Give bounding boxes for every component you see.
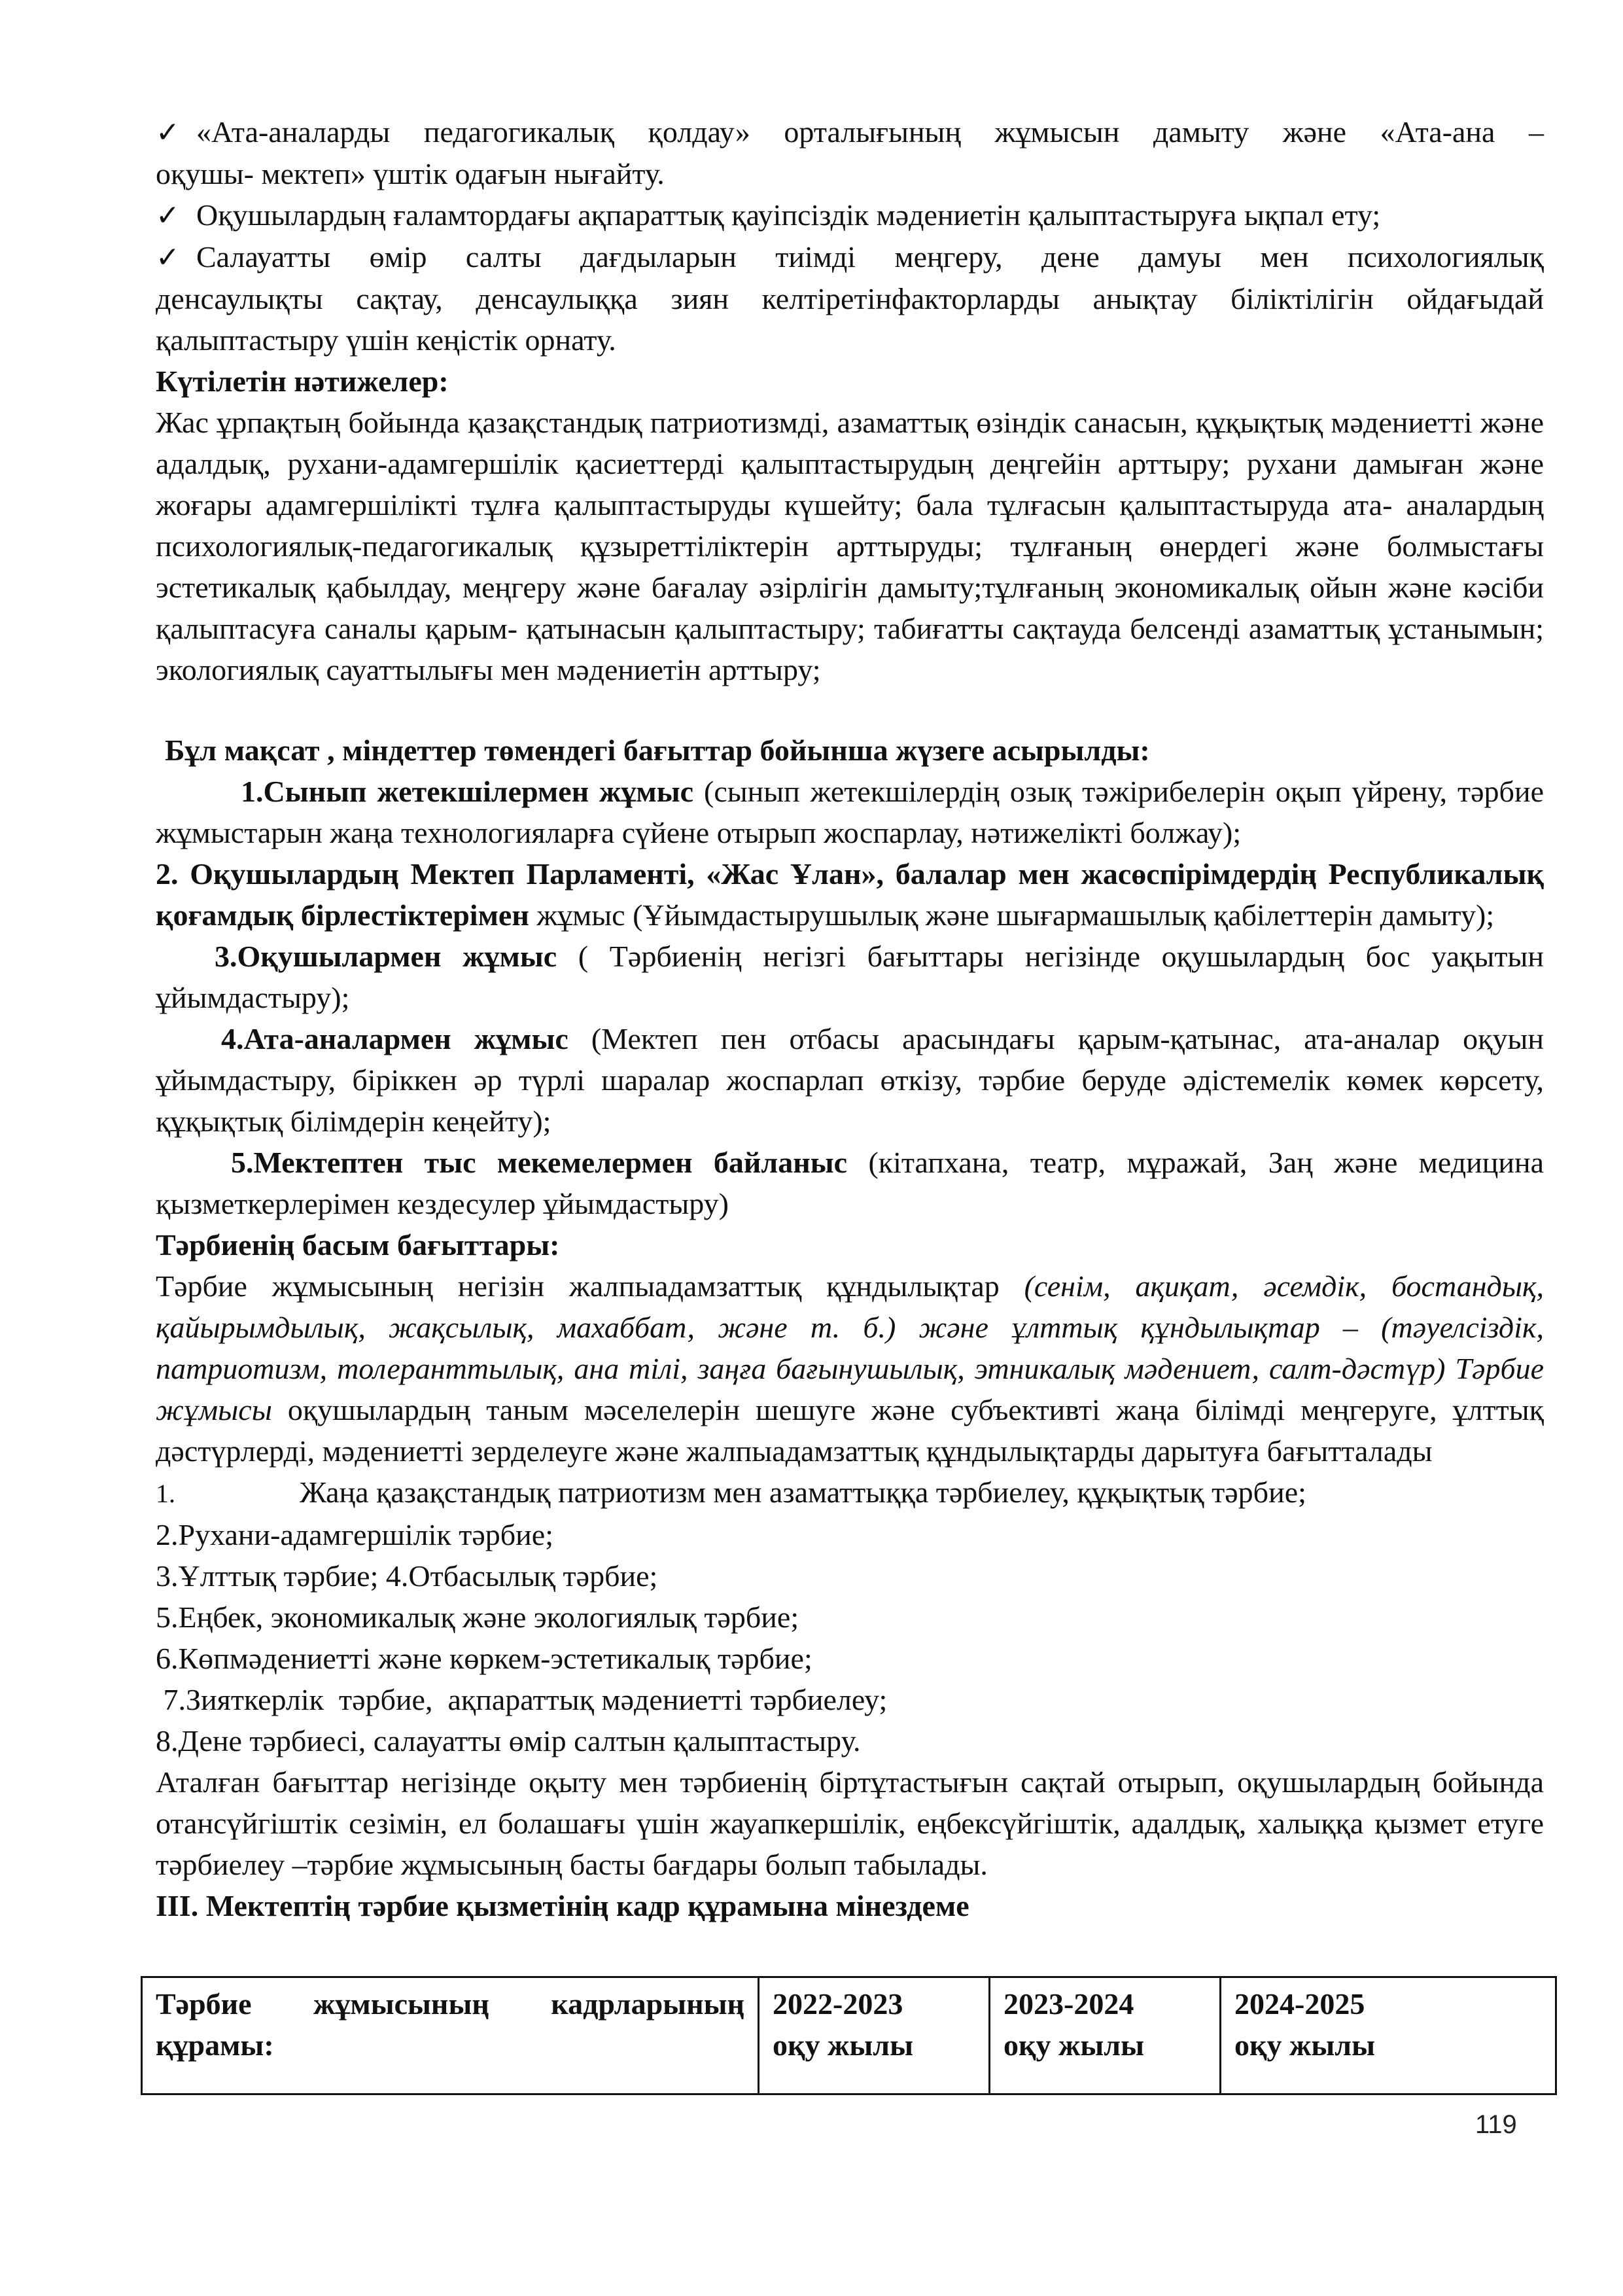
year-label: оқу жылы: [1003, 2028, 1144, 2062]
direction-text: ( Тәрбиенің негізгі бағыттары негізінде оқушылардың бос уақытын ұйымдастыру);: [156, 940, 1544, 1014]
year-range: 2024-2025: [1234, 1987, 1365, 2021]
direction-text: (кітапхана, театр, мұражай, Заң және медицина қызметкерлерімен кездесулер ұйымдастыру): [156, 1146, 1544, 1220]
priority-text: Жаңа қазақстандық патриотизм мен азаматтыққа тәрбиелеу, құқықтық тәрбие;: [300, 1475, 1306, 1509]
table-cell-year: [990, 1977, 1221, 2094]
priorities-intro-italic: (сенім, ақиқат, әсемдік, бостандық, қайырымдылық, жақсылық, махаббат, және т. б.) және ұлттық құндылықтар – (тәуелсіздік, патриотизм, толеранттылық, ана тілі, заңға бағынушылық, этникалық мәдениет, салт-дәстүр) Тәрбие жұмысы: [156, 1269, 1544, 1426]
table-row: [142, 1977, 1556, 2094]
staff-table: [141, 1976, 1557, 2095]
direction-title: 5.Мектептен тыс мекемелермен байланыс: [231, 1146, 848, 1179]
year-range: 2023-2024: [1003, 1987, 1134, 2021]
table-cell-year: [759, 1977, 990, 2094]
direction-item: [156, 771, 1544, 853]
section-heading: ІІІ. Мектептің тәрбие қызметінің кадр құрамына мінездеме: [156, 1889, 969, 1922]
priorities-heading: Тәрбиенің басым бағыттары:: [156, 1228, 560, 1262]
priority-list-item: 6.Көпмәдениетті және көркем-эстетикалық тәрбие;: [156, 1642, 812, 1675]
priority-list-item: 7.Зияткерлік тәрбие, ақпараттық мәдениетті тәрбиелеу;: [156, 1683, 888, 1716]
expected-results-heading: Күтілетін нәтижелер:: [156, 364, 449, 398]
priorities-intro: [156, 1265, 1544, 1472]
direction-text: (сынып жетекшілердің озық тәжірибелерін оқып үйрену, тәрбие жұмыстарын жаңа технологияларға сүйене отырып жоспарлау, нәтижелікті болжау);: [156, 775, 1544, 849]
goal-text: Оқушылардың ғаламтордағы ақпараттық қауіпсіздік мәдениетін қалыптастыруға ықпал ету;: [196, 198, 1381, 232]
year-label: оқу жылы: [773, 2028, 913, 2062]
priority-list-item: 2.Рухани-адамгершілік тәрбие;: [156, 1518, 553, 1551]
goal-text: «Ата-аналарды педагогикалық қолдау» орталығының жұмысын дамыту және «Ата-ана –: [196, 115, 1544, 149]
goal-item: [156, 236, 1544, 361]
year-label: оқу жылы: [1234, 2028, 1375, 2062]
direction-item: [156, 936, 1544, 1018]
direction-title: 2. Оқушылардың Мектеп Парламенті, «Жас Ұлан», балалар мен жасөспірімдердің Республикалық қоғамдық бірлестіктерімен: [156, 857, 1544, 932]
priority-number: 1.: [156, 1479, 175, 1508]
goal-text: Салауатты өмір салты дағдыларын тиімді меңгеру, дене дамуы мен психологиялық: [196, 240, 1544, 274]
table-cell-year: [1221, 1977, 1556, 2094]
priority-list-item: 5.Еңбек, экономикалық және экологиялық тәрбие;: [156, 1600, 799, 1634]
checkmark-icon: ✓: [156, 199, 180, 232]
goal-item: [156, 194, 1544, 236]
direction-title: 4.Ата-аналармен жұмыс: [221, 1022, 568, 1055]
priorities-intro-plain: Тәрбие жұмысының негізін жалпыадамзаттық құндылықтар: [156, 1269, 1024, 1303]
year-range: 2022-2023: [773, 1987, 903, 2021]
checkmark-icon: ✓: [156, 241, 180, 274]
expected-results-text: Жас ұрпақтың бойында қазақстандық патриотизмді, азаматтық өзіндік санасын, құқықтық мәдениетті және адалдық, рухани-адамгершілік қасиеттерді қалыптастырудың деңгейін арттыру; рухани дамыған және жоғары адамгершілікті тұлға қалыптастыруды күшейту; бала тұлғасын қалыптастыруда ата- аналардың психологиялық-педагогикалық құзыреттіліктерін арттыруды; тұлғаның өнердегі және болмыстағы эстетикалық қабылдау, меңгеру және бағалау әзірлігін дамыту;тұлғаның экономикалық ойын және кәсіби қалыптасуға саналы қарым- қатынасын қалыптастыру; табиғатты сақтауда белсенді азаматтық ұстанымын; экологиялық сауаттылығы мен мәдениетін арттыру;: [156, 406, 1544, 686]
priorities-closing: Аталған бағыттар негізінде оқыту мен тәрбиенің біртұтастығын сақтай отырып, оқушылардың бойында отансүйгіштік сезімін, ел болашағы үшін жауапкершілік, еңбексүйгіштік, адалдық, халыққа қызмет етуге тәрбиелеу –тәрбие жұмысының басты бағдары болып табылады.: [156, 1765, 1544, 1881]
goal-item: [156, 111, 1544, 194]
directions-heading: Бұл мақсат , міндеттер төмендегі бағыттар бойынша жүзеге асырылды:: [165, 733, 1150, 767]
direction-title: 3.Оқушылармен жұмыс: [215, 940, 557, 973]
priority-list-item: 8.Дене тәрбиесі, салауатты өмір салтын қалыптастыру.: [156, 1724, 861, 1757]
checkmark-icon: ✓: [156, 116, 180, 149]
direction-item: [156, 1142, 1544, 1224]
direction-text: жұмыс (Ұйымдастырушылық және шығармашылық қабілеттерін дамыту);: [529, 898, 1495, 932]
priority-list-item: 3.Ұлттық тәрбие; 4.Отбасылық тәрбие;: [156, 1559, 658, 1593]
page-number: 119: [1475, 2110, 1517, 2139]
direction-item: [156, 853, 1544, 936]
goal-text-continued: оқушы- мектеп» үштік одағын нығайту.: [156, 157, 665, 190]
priorities-intro-rest: оқушылардың таным мәселелерін шешуге және субъективті жаңа білімді меңгеруге, ұлттық дәстүрлерді, мәдениетті зерделеуге және жалпыадамзаттық құндылықтарды дарытуға бағытталады: [156, 1393, 1544, 1468]
direction-text: (Мектеп пен отбасы арасындағы қарым-қатынас, ата-аналар оқуын ұйымдастыру, біріккен әр түрлі шаралар жоспарлап өткізу, тәрбие беруде әдістемелік көмек көрсету, құқықтық білімдерін кеңейту);: [156, 1022, 1544, 1138]
direction-item: [156, 1018, 1544, 1142]
document-page: [156, 111, 1544, 1926]
direction-title: 1.Сынып жетекшілермен жұмыс: [241, 775, 694, 808]
priority-list-item: [156, 1472, 1544, 1514]
table-cell-header: Тәрбие жұмысының кадрларының құрамы:: [142, 1977, 759, 2094]
goal-text-continued: денсаулықты сақтау, денсаулыққа зиян келтіретінфакторларды анықтау біліктілігін ойдағыдай қалыптастыру үшін кеңістік орнату.: [156, 282, 1544, 357]
